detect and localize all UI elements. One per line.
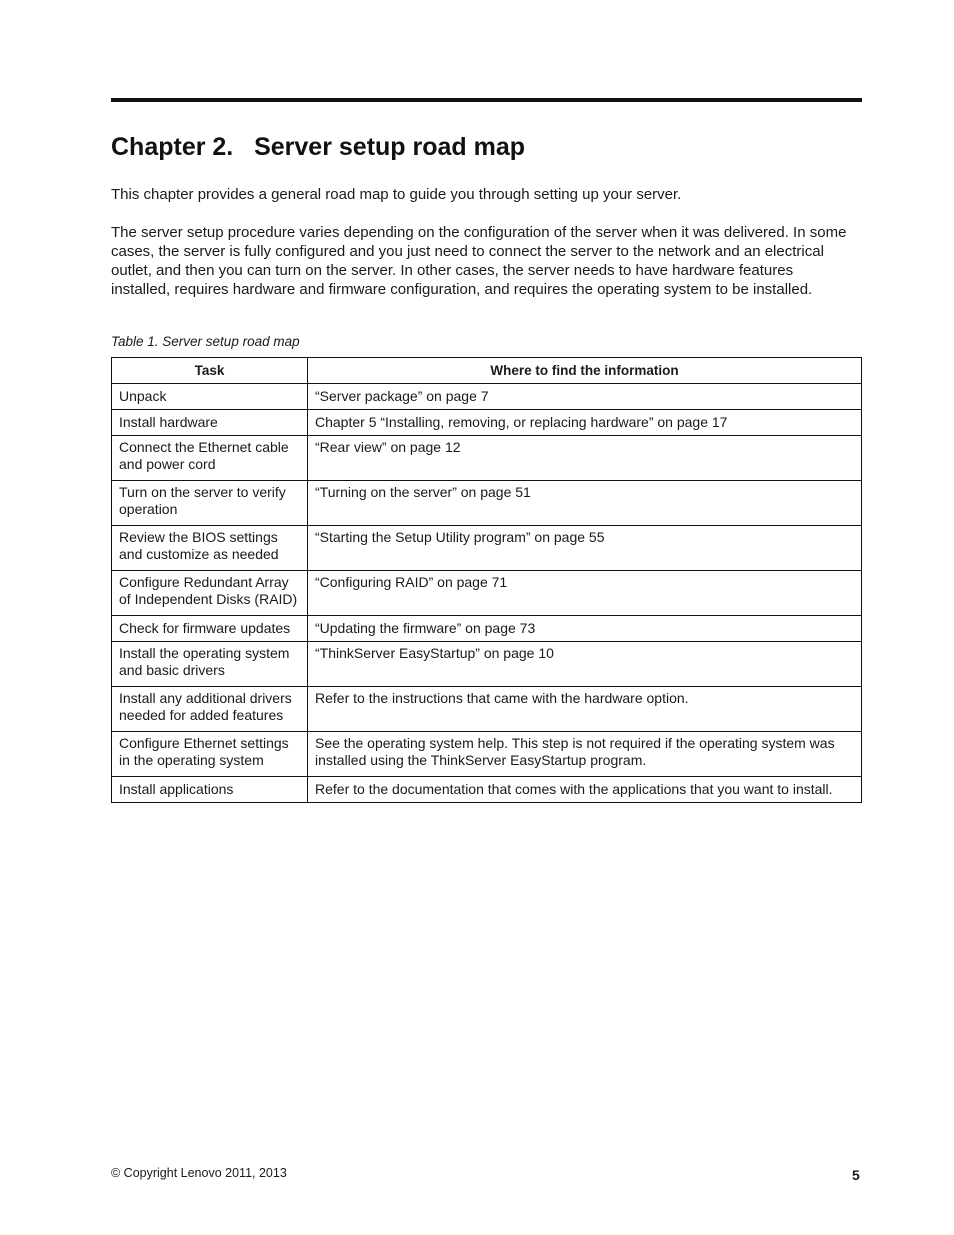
task-cell: Configure Ethernet settings in the operating system	[112, 732, 308, 777]
info-cell: Refer to the documentation that comes with the applications that you want to install.	[308, 777, 862, 803]
info-cell: “Starting the Setup Utility program” on page 55	[308, 526, 862, 571]
table-row	[112, 616, 862, 642]
info-cell: See the operating system help. This step is not required if the operating system was installed using the ThinkServer EasyStartup program.	[308, 732, 862, 777]
table-header-row	[112, 358, 862, 384]
task-cell: Review the BIOS settings and customize as needed	[112, 526, 308, 571]
header-task: Task	[112, 358, 308, 384]
info-cell: “Turning on the server” on page 51	[308, 481, 862, 526]
task-cell: Check for firmware updates	[112, 616, 308, 642]
header-info: Where to find the information	[308, 358, 862, 384]
table-row	[112, 410, 862, 436]
task-cell: Configure Redundant Array of Independent Disks (RAID)	[112, 571, 308, 616]
info-cell: “Updating the firmware” on page 73	[308, 616, 862, 642]
table-row	[112, 777, 862, 803]
task-cell: Install any additional drivers needed for added features	[112, 687, 308, 732]
task-cell: Install hardware	[112, 410, 308, 436]
table-row	[112, 732, 862, 777]
task-cell: Install the operating system and basic drivers	[112, 642, 308, 687]
table-row	[112, 436, 862, 481]
table-row	[112, 481, 862, 526]
info-cell: “Server package” on page 7	[308, 384, 862, 410]
task-cell: Connect the Ethernet cable and power cord	[112, 436, 308, 481]
table-row	[112, 571, 862, 616]
description-paragraph: The server setup procedure varies depending on the configuration of the server when it was delivered. In some cases, the server is fully configured and you just need to connect the server to the network and an electrical outlet, and then you can turn on the server. In other cases, the server needs to have hardware features installed, requires hardware and firmware configuration, and requires the operating system to be installed.	[111, 224, 847, 298]
page-number: 5	[852, 1167, 860, 1183]
copyright-notice: © Copyright Lenovo 2011, 2013	[111, 1166, 287, 1180]
info-cell: “ThinkServer EasyStartup” on page 10	[308, 642, 862, 687]
info-cell: Chapter 5 “Installing, removing, or replacing hardware” on page 17	[308, 410, 862, 436]
task-cell: Turn on the server to verify operation	[112, 481, 308, 526]
table-row	[112, 526, 862, 571]
task-cell: Install applications	[112, 777, 308, 803]
chapter-rule	[111, 98, 862, 102]
table-row	[112, 687, 862, 732]
table-caption: Table 1. Server setup road map	[111, 334, 300, 349]
info-cell: “Configuring RAID” on page 71	[308, 571, 862, 616]
table-row	[112, 384, 862, 410]
info-cell: Refer to the instructions that came with the hardware option.	[308, 687, 862, 732]
info-cell: “Rear view” on page 12	[308, 436, 862, 481]
task-cell: Unpack	[112, 384, 308, 410]
table-row	[112, 642, 862, 687]
intro-paragraph: This chapter provides a general road map to guide you through setting up your server.	[111, 186, 682, 203]
road-map-table	[111, 357, 862, 803]
chapter-title: Chapter 2. Server setup road map	[111, 133, 526, 161]
